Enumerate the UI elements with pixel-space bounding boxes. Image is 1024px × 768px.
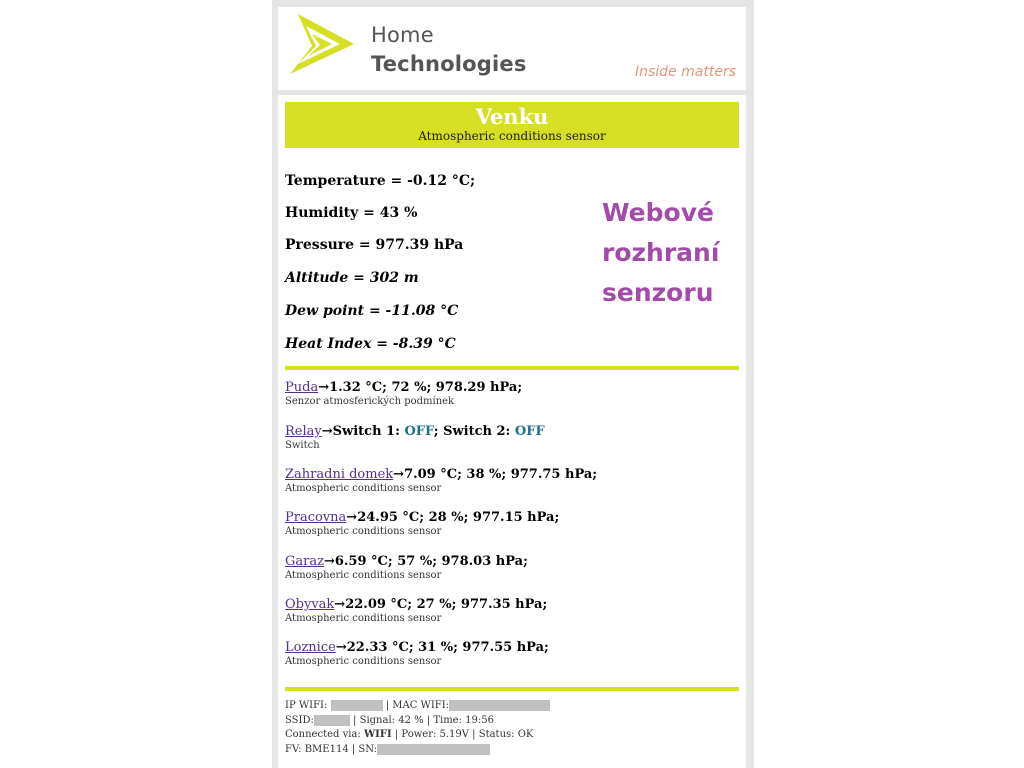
sensor-values: 22.09 °C; 27 %; 977.35 hPa; [345,597,548,612]
reading-temperature: Temperature = -0.12 °C; [285,173,476,189]
mac-label: | MAC WIFI: [382,700,450,711]
annotation-line: rozhraní [602,238,720,267]
sensor-description: Atmospheric conditions sensor [285,526,442,537]
sensor-item-garaz [285,554,528,581]
redacted-ssid [314,715,350,726]
ip-label: IP WIFI: [285,700,331,711]
device-info-footer [285,699,550,757]
reading-dew-point: Dew point = -11.08 °C [285,303,459,319]
device-type: Atmospheric conditions sensor [418,129,606,143]
signal-time: | Signal: 42 % | Time: 19:56 [349,714,494,726]
ssid-label: SSID: [285,714,314,726]
redacted-ip [331,700,383,711]
power-status: | Power: 5.19V | Status: OK [391,729,534,740]
sensor-item-pracovna [285,510,559,537]
device-title-bar [285,102,739,148]
arrow: → [335,640,347,655]
connected-value: WIFI [363,729,392,740]
sensor-item-zahradni-domek [285,467,597,494]
sensor-link-loznice[interactable]: Loznice [285,640,336,655]
sensor-description: Atmospheric conditions sensor [285,613,442,624]
sensor-link-zahradni-domek[interactable]: Zahradni domek [285,467,394,482]
switch1-state: OFF [404,424,434,439]
switch-separator: ; [433,424,444,439]
connected-label: Connected via: [285,729,364,740]
brand-name-line1: Home [371,23,434,47]
sensor-item-loznice [285,640,549,667]
arrow: → [321,424,333,439]
firmware-serial: FV: BME114 | SN: [285,743,378,755]
sensor-description: Atmospheric conditions sensor [285,656,442,667]
sensor-item-relay [285,424,545,451]
sensor-link-puda[interactable]: Puda [285,380,319,395]
sensor-description: Atmospheric conditions sensor [285,570,442,581]
brand-logo-icon [284,12,356,76]
brand-name-line2: Technologies [371,52,527,76]
footer-line-ssid [285,714,550,729]
sensor-values: 7.09 °C; 38 %; 977.75 hPa; [404,467,598,482]
sensor-values: 24.95 °C; 28 %; 977.15 hPa; [357,510,560,525]
sensor-item-puda [285,380,522,407]
footer-line-connection [285,728,550,743]
sensor-link-relay[interactable]: Relay [285,424,322,439]
site-header [278,7,746,90]
main-content [278,95,746,768]
sensor-values: 22.33 °C; 31 %; 977.55 hPa; [346,640,549,655]
sensor-link-garaz[interactable]: Garaz [285,554,324,569]
reading-altitude: Altitude = 302 m [285,270,419,286]
brand-tagline: Inside matters [635,64,736,80]
annotation-line: Webové [602,198,714,227]
arrow: → [318,380,330,395]
footer-line-ip [285,699,550,714]
sensor-description: Senzor atmosferických podmínek [285,396,455,407]
arrow: → [393,467,405,482]
reading-heat-index: Heat Index = -8.39 °C [285,336,456,352]
arrow: → [346,510,358,525]
switch1-label: Switch 1: [332,424,405,439]
reading-pressure: Pressure = 977.39 hPa [285,237,464,253]
section-divider [285,366,739,370]
section-divider [285,687,739,691]
device-name: Venku [475,104,549,129]
annotation-overlay [602,193,719,313]
annotation-line: senzoru [602,278,714,307]
sensor-description: Atmospheric conditions sensor [285,483,442,494]
switch2-state: OFF [514,424,545,439]
arrow: → [323,554,335,569]
redacted-serial [377,744,490,755]
sensor-link-pracovna[interactable]: Pracovna [285,510,347,525]
sensor-item-obyvak [285,597,547,624]
switch2-label: Switch 2: [443,424,515,439]
sensor-description: Switch [285,440,320,451]
sensor-values: 1.32 °C; 72 %; 978.29 hPa; [329,380,523,395]
sensor-values: 6.59 °C; 57 %; 978.03 hPa; [334,554,528,569]
footer-line-firmware [285,743,550,758]
redacted-mac [449,700,550,711]
reading-humidity: Humidity = 43 % [285,205,418,221]
sensor-link-obyvak[interactable]: Obyvak [285,597,335,612]
arrow: → [334,597,346,612]
